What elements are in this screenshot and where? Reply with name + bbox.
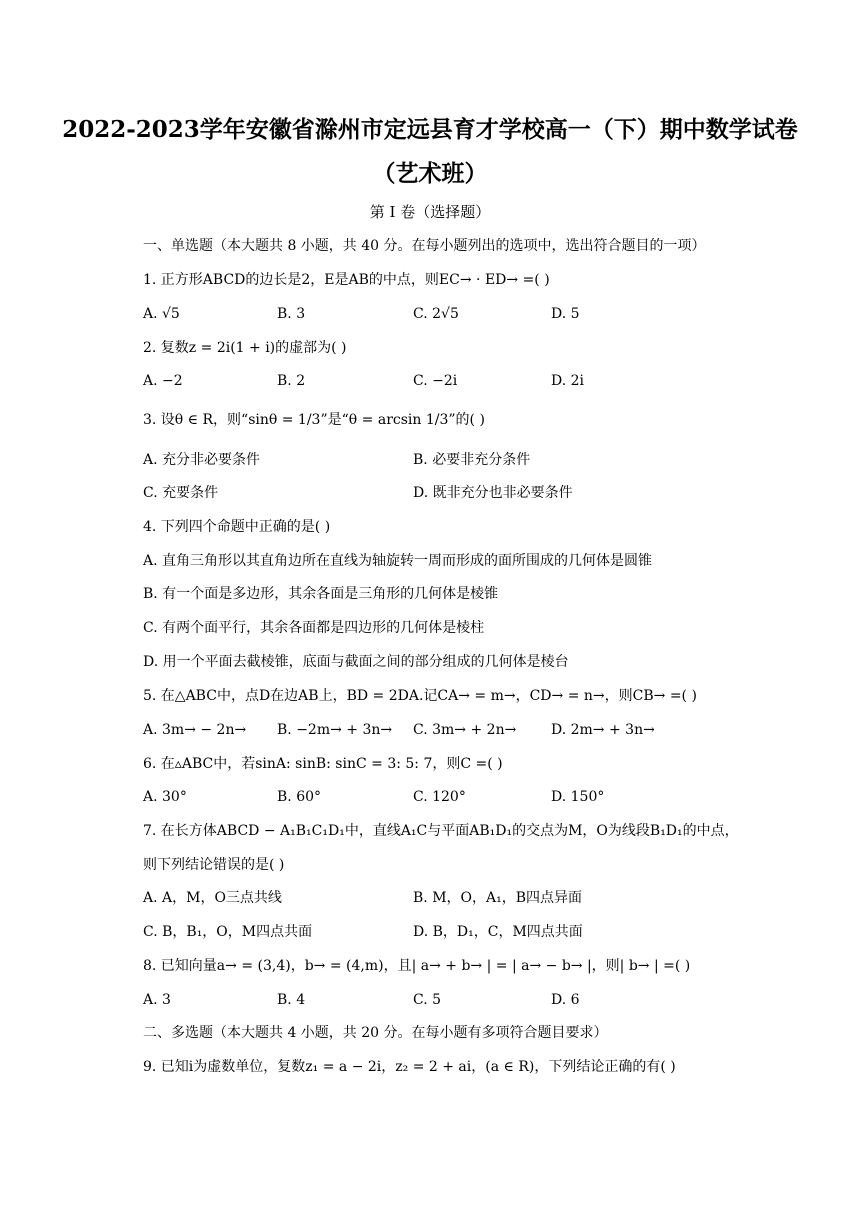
question-2-option-a: A. −2 bbox=[143, 373, 183, 389]
question-9-stem: 9. 已知i为虚数单位，复数z₁ = a − 2i，z₂ = 2 + ai，(a ∈ R)，下列结论正确的有( ) bbox=[143, 1059, 676, 1075]
question-7-stem: 7. 在长方体ABCD − A₁B₁C₁D₁中，直线A₁C与平面AB₁D₁的交点为M，O为线段B₁D₁的中点， bbox=[143, 823, 739, 839]
exam-title: 2022-2023学年安徽省滁州市定远县育才学校高一（下）期中数学试卷（艺术班） bbox=[62, 116, 798, 187]
section-1-heading: 一、单选题（本大题共 8 小题，共 40 分。在每小题列出的选项中，选出符合题目的一项） bbox=[143, 238, 706, 254]
question-2-stem: 2. 复数z = 2i(1 + i)的虚部为( ) bbox=[143, 340, 347, 356]
question-6-option-a: A. 30° bbox=[143, 789, 187, 805]
question-6-option-d: D. 150° bbox=[551, 789, 605, 805]
question-5-option-a: A. 3m→ − 2n→ bbox=[143, 722, 247, 738]
question-1-option-c: C. 2√5 bbox=[413, 306, 459, 322]
question-1-option-b: B. 3 bbox=[277, 306, 306, 322]
question-1-stem: 1. 正方形ABCD的边长是2，E是AB的中点，则EC→ · ED→ =( ) bbox=[143, 272, 550, 288]
volume-heading: 第 I 卷（选择题） bbox=[369, 203, 491, 221]
question-1-option-d: D. 5 bbox=[551, 306, 580, 322]
question-3-option-d: D. 既非充分也非必要条件 bbox=[413, 485, 573, 501]
section-2-heading: 二、多选题（本大题共 4 小题，共 20 分。在每小题有多项符合题目要求） bbox=[143, 1025, 608, 1041]
question-5-option-d: D. 2m→ + 3n→ bbox=[551, 722, 655, 738]
question-3-option-a: A. 充分非必要条件 bbox=[143, 452, 261, 468]
question-7-option-c: C. B，B₁，O，M四点共面 bbox=[143, 924, 313, 940]
question-7-stem-continued: 则下列结论错误的是( ) bbox=[143, 857, 285, 873]
question-5-stem: 5. 在△ABC中，点D在边AB上，BD = 2DA.记CA→ = m→，CD→ = n→，则CB→ =( ) bbox=[143, 688, 697, 704]
question-7-option-d: D. B，D₁，C，M四点共面 bbox=[413, 924, 583, 940]
question-5-option-c: C. 3m→ + 2n→ bbox=[413, 722, 517, 738]
question-8-option-b: B. 4 bbox=[277, 992, 306, 1008]
question-8-option-c: C. 5 bbox=[413, 992, 442, 1008]
question-6-option-c: C. 120° bbox=[413, 789, 466, 805]
question-3-option-b: B. 必要非充分条件 bbox=[413, 452, 531, 468]
question-3-option-c: C. 充要条件 bbox=[143, 485, 219, 501]
question-2-option-d: D. 2i bbox=[551, 373, 585, 389]
question-5-option-b: B. −2m→ + 3n→ bbox=[277, 722, 393, 738]
question-4-stem: 4. 下列四个命题中正确的是( ) bbox=[143, 519, 331, 535]
question-4-option-a: A. 直角三角形以其直角边所在直线为轴旋转一周而形成的面所围成的几何体是圆锥 bbox=[143, 553, 653, 569]
question-6-stem: 6. 在▵ABC中，若sinA: sinB: sinC = 3: 5: 7，则C =( ) bbox=[143, 756, 503, 772]
question-8-stem: 8. 已知向量a→ = (3,4)，b→ = (4,m)，且| a→ + b→ | = | a→ − b→ |，则| b→ | =( ) bbox=[143, 958, 691, 974]
question-4-option-b: B. 有一个面是多边形，其余各面是三角形的几何体是棱锥 bbox=[143, 586, 499, 602]
question-4-option-d: D. 用一个平面去截棱锥，底面与截面之间的部分组成的几何体是棱台 bbox=[143, 654, 569, 670]
question-8-option-d: D. 6 bbox=[551, 992, 580, 1008]
question-4-option-c: C. 有两个面平行，其余各面都是四边形的几何体是棱柱 bbox=[143, 620, 485, 636]
question-2-option-b: B. 2 bbox=[277, 373, 306, 389]
question-2-option-c: C. −2i bbox=[413, 373, 458, 389]
question-6-option-b: B. 60° bbox=[277, 789, 322, 805]
question-1-option-a: A. √5 bbox=[143, 306, 180, 322]
question-7-option-b: B. M，O，A₁，B四点异面 bbox=[413, 890, 583, 906]
question-7-option-a: A. A，M，O三点共线 bbox=[143, 890, 282, 906]
question-8-option-a: A. 3 bbox=[143, 992, 171, 1008]
question-3-stem: 3. 设θ ∈ R，则“sinθ = 1/3”是“θ = arcsin 1/3”的( ) bbox=[143, 412, 485, 428]
